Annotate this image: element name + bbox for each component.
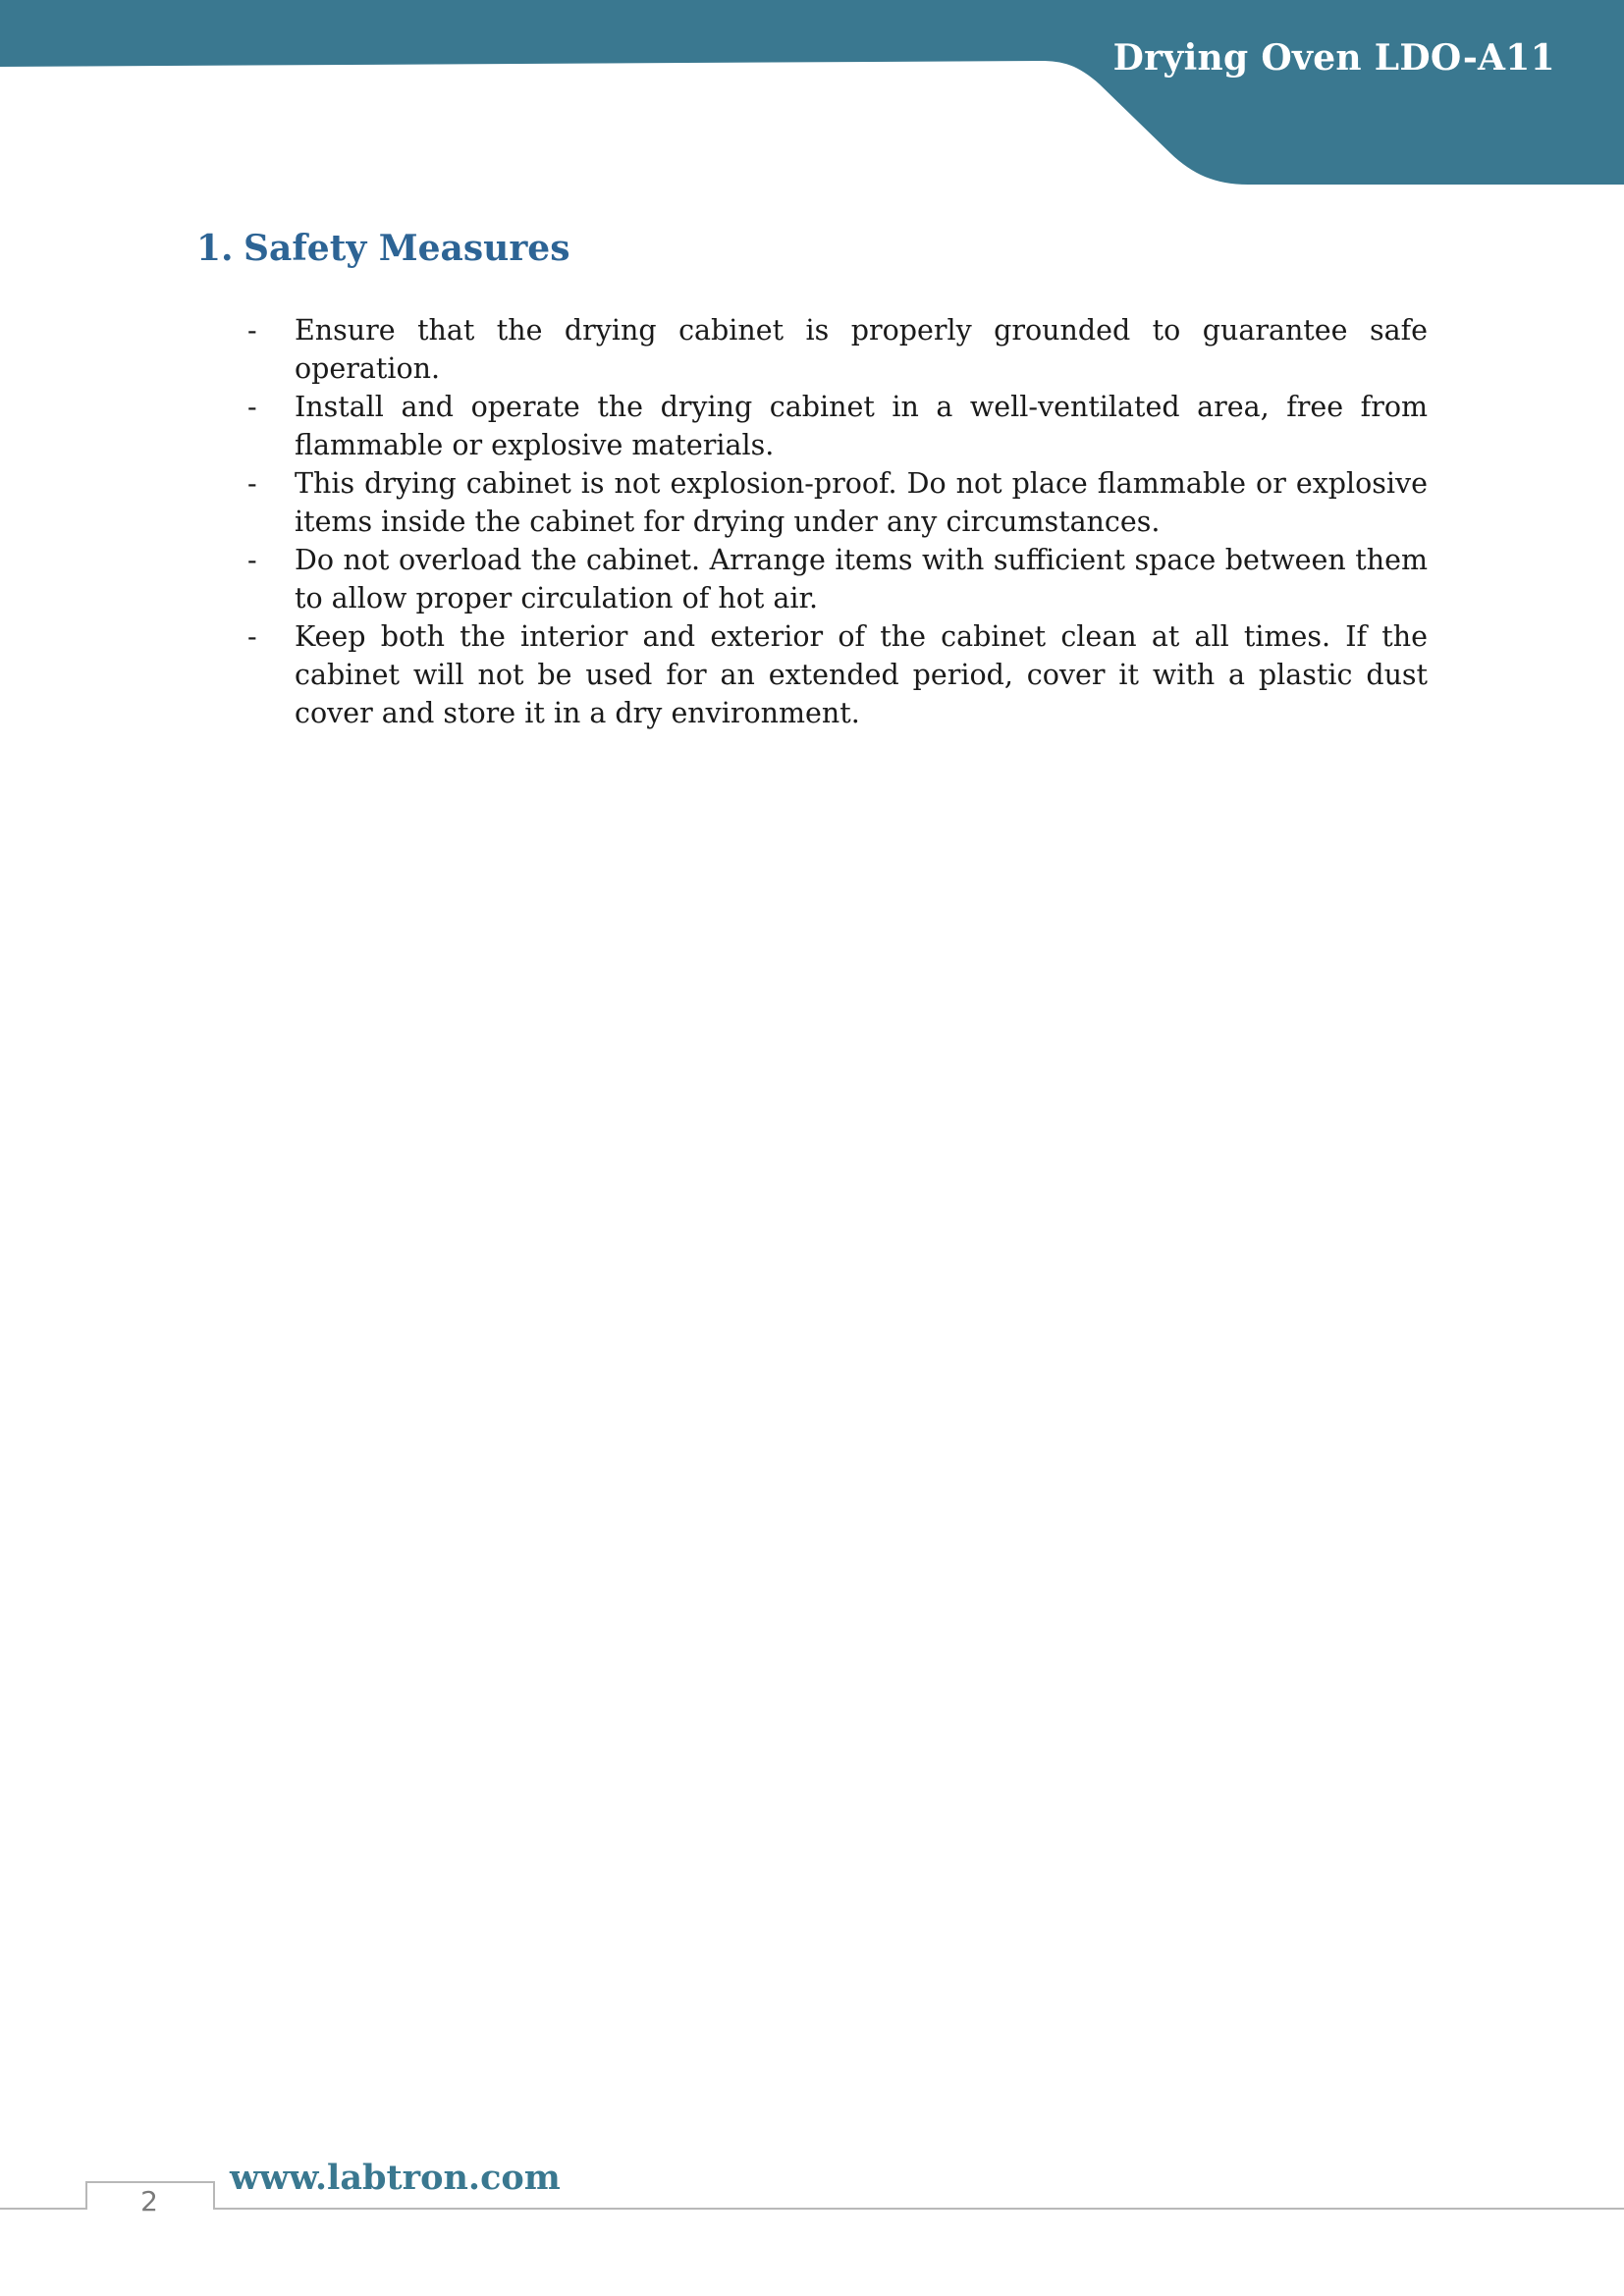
header-band-shape [0,0,1624,185]
list-item-text: This drying cabinet is not explosion-proof. Do not place flammable or explosive items inside the cabinet for drying under any circumstances. [295,467,1428,538]
bullet-dash: - [247,544,257,576]
safety-list [245,311,1428,732]
section-heading [196,228,569,269]
section-number: 1. [196,228,234,269]
list-item-text: Do not overload the cabinet. Arrange items with sufficient space between them to allow proper circulation of hot air. [295,544,1428,614]
header-band [0,0,1624,196]
list-item [245,464,1428,541]
section-title: Safety Measures [244,228,570,269]
bullet-dash: - [247,314,257,347]
bullet-dash: - [247,391,257,423]
list-item [245,311,1428,388]
bullet-dash: - [247,467,257,500]
list-item [245,617,1428,732]
footer-url-link[interactable]: www.labtron.com [230,2158,561,2198]
bullet-dash: - [247,620,257,653]
document-title: Drying Oven LDO-A11 [1112,37,1555,79]
list-item-text: Install and operate the drying cabinet in a well-ventilated area, free from flammable or explosive materials. [295,391,1428,461]
page-number: 2 [140,2185,158,2217]
list-item [245,388,1428,464]
list-item [245,541,1428,617]
list-item-text: Keep both the interior and exterior of the cabinet clean at all times. If the cabinet will not be used for an extended period, cover it with a plastic dust cover and store it in a dry environment. [295,620,1428,729]
list-item-text: Ensure that the drying cabinet is properly grounded to guarantee safe operation. [295,314,1428,385]
